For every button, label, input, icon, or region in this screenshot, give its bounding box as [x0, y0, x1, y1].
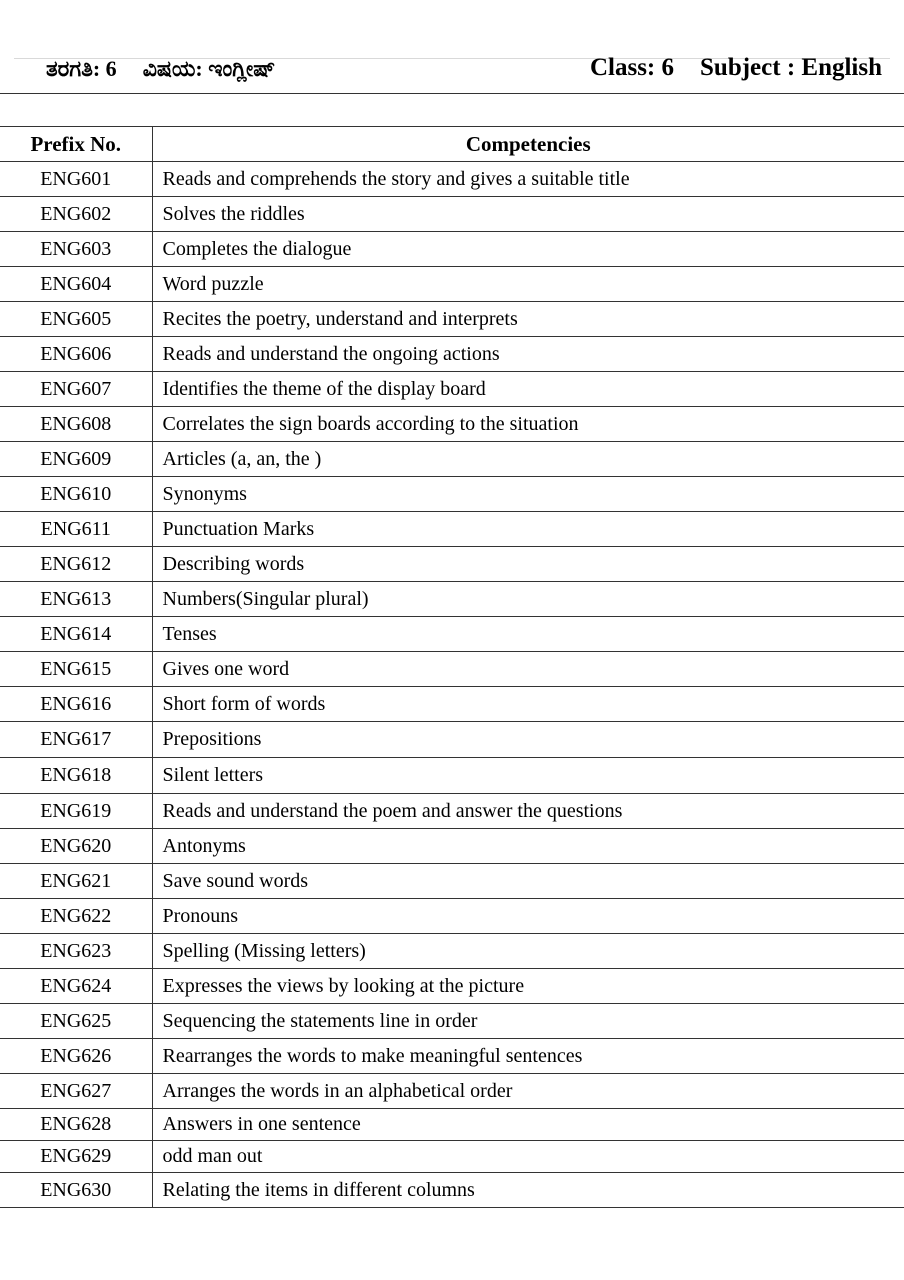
competency-cell: Correlates the sign boards according to the situation: [152, 407, 904, 442]
header-class-english: Class: 6: [589, 54, 675, 81]
table-row: [0, 1039, 904, 1074]
table-row: [0, 617, 904, 652]
header-kannada: [46, 56, 275, 82]
prefix-cell: ENG615: [0, 652, 152, 687]
column-header-competencies: Competencies: [152, 127, 904, 162]
table-row: [0, 864, 904, 899]
prefix-cell: ENG625: [0, 1004, 152, 1039]
competency-cell: Synonyms: [152, 477, 904, 512]
competency-cell: Completes the dialogue: [152, 232, 904, 267]
competency-cell: Tenses: [152, 617, 904, 652]
prefix-cell: ENG620: [0, 829, 152, 864]
table-row: [0, 1109, 904, 1141]
competency-cell: Answers in one sentence: [152, 1109, 904, 1141]
prefix-cell: ENG613: [0, 582, 152, 617]
table-row: [0, 1074, 904, 1109]
table-row: [0, 232, 904, 267]
prefix-cell: ENG606: [0, 337, 152, 372]
header-divider: [0, 93, 904, 94]
competency-cell: Short form of words: [152, 687, 904, 722]
competency-cell: Sequencing the statements line in order: [152, 1004, 904, 1039]
prefix-cell: ENG617: [0, 722, 152, 758]
table-body: [0, 162, 904, 1208]
table-row: [0, 934, 904, 969]
table-row: [0, 1004, 904, 1039]
table-row: [0, 687, 904, 722]
prefix-cell: ENG628: [0, 1109, 152, 1141]
prefix-cell: ENG608: [0, 407, 152, 442]
table-header-row: [0, 127, 904, 162]
competency-cell: Describing words: [152, 547, 904, 582]
table-row: [0, 442, 904, 477]
competency-cell: Solves the riddles: [152, 197, 904, 232]
competency-cell: Relating the items in different columns: [152, 1173, 904, 1208]
table-row: [0, 969, 904, 1004]
prefix-cell: ENG604: [0, 267, 152, 302]
competency-cell: Spelling (Missing letters): [152, 934, 904, 969]
competency-cell: odd man out: [152, 1141, 904, 1173]
table-row: [0, 899, 904, 934]
competency-table: [0, 126, 904, 1208]
competency-cell: Silent letters: [152, 758, 904, 794]
table-row: [0, 1141, 904, 1173]
prefix-cell: ENG607: [0, 372, 152, 407]
table-row: [0, 758, 904, 794]
table-row: [0, 512, 904, 547]
table-row: [0, 794, 904, 829]
header-subject-kannada: ವಿಷಯ: ಇಂಗ್ಲೀಷ್: [142, 56, 276, 81]
table-row: [0, 582, 904, 617]
table-row: [0, 829, 904, 864]
table-row: [0, 267, 904, 302]
column-header-prefix: Prefix No.: [0, 127, 152, 162]
competency-cell: Punctuation Marks: [152, 512, 904, 547]
prefix-cell: ENG609: [0, 442, 152, 477]
competency-cell: Articles (a, an, the ): [152, 442, 904, 477]
prefix-cell: ENG610: [0, 477, 152, 512]
competency-cell: Reads and understand the poem and answer the questions: [152, 794, 904, 829]
competency-cell: Identifies the theme of the display board: [152, 372, 904, 407]
prefix-cell: ENG629: [0, 1141, 152, 1173]
prefix-cell: ENG601: [0, 162, 152, 197]
competency-cell: Save sound words: [152, 864, 904, 899]
table-row: [0, 337, 904, 372]
prefix-cell: ENG611: [0, 512, 152, 547]
table-row: [0, 162, 904, 197]
table-row: [0, 407, 904, 442]
competency-cell: Reads and comprehends the story and gives a suitable title: [152, 162, 904, 197]
prefix-cell: ENG624: [0, 969, 152, 1004]
prefix-cell: ENG605: [0, 302, 152, 337]
competency-cell: Arranges the words in an alphabetical order: [152, 1074, 904, 1109]
header-class-kannada: ತರಗತಿ: 6: [46, 56, 117, 81]
table-row: [0, 477, 904, 512]
header-english: [590, 54, 882, 82]
competency-cell: Numbers(Singular plural): [152, 582, 904, 617]
prefix-cell: ENG621: [0, 864, 152, 899]
table-row: [0, 722, 904, 758]
competency-cell: Rearranges the words to make meaningful sentences: [152, 1039, 904, 1074]
table-row: [0, 197, 904, 232]
prefix-cell: ENG630: [0, 1173, 152, 1208]
competency-cell: Prepositions: [152, 722, 904, 758]
prefix-cell: ENG602: [0, 197, 152, 232]
table-row: [0, 1173, 904, 1208]
competency-cell: Gives one word: [152, 652, 904, 687]
prefix-cell: ENG612: [0, 547, 152, 582]
competency-cell: Pronouns: [152, 899, 904, 934]
competency-cell: Recites the poetry, understand and interprets: [152, 302, 904, 337]
table-row: [0, 302, 904, 337]
table-row: [0, 547, 904, 582]
prefix-cell: ENG616: [0, 687, 152, 722]
competency-cell: Word puzzle: [152, 267, 904, 302]
prefix-cell: ENG614: [0, 617, 152, 652]
table-row: [0, 372, 904, 407]
prefix-cell: ENG603: [0, 232, 152, 267]
prefix-cell: ENG626: [0, 1039, 152, 1074]
prefix-cell: ENG618: [0, 758, 152, 794]
header-subject-english: Subject : English: [700, 54, 882, 81]
table-row: [0, 652, 904, 687]
competency-cell: Expresses the views by looking at the picture: [152, 969, 904, 1004]
prefix-cell: ENG619: [0, 794, 152, 829]
competency-cell: Reads and understand the ongoing actions: [152, 337, 904, 372]
prefix-cell: ENG622: [0, 899, 152, 934]
competency-cell: Antonyms: [152, 829, 904, 864]
prefix-cell: ENG627: [0, 1074, 152, 1109]
prefix-cell: ENG623: [0, 934, 152, 969]
